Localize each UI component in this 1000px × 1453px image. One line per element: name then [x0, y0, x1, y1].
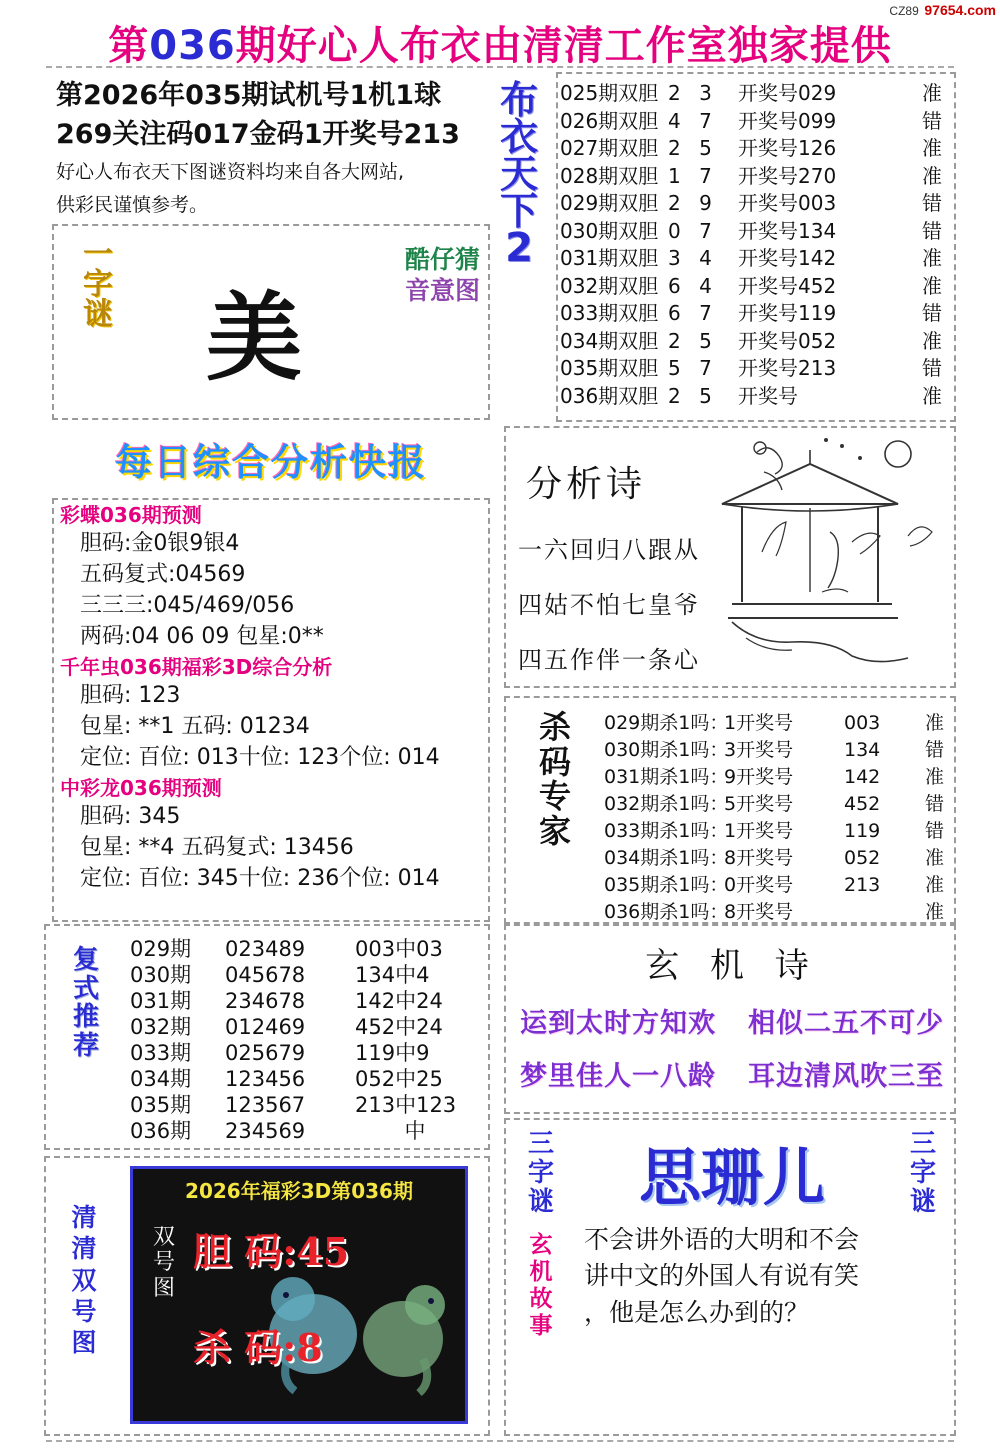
- result-status: 准: [922, 246, 942, 270]
- kill-number: 142: [844, 766, 881, 788]
- table-row: [560, 273, 956, 301]
- table-row: [130, 1066, 480, 1092]
- prediction-group3-title: 中彩龙036期预测: [60, 776, 222, 800]
- vtitle-char-0: 布: [499, 78, 538, 122]
- combination-label-1: 式: [72, 973, 99, 1004]
- three-char-riddle: [508, 1122, 956, 1432]
- analysis-poem-line-3: 四五作伴一条心: [518, 646, 700, 674]
- result-draw: 开奖号270: [738, 163, 837, 188]
- pavilion-illustration: [702, 432, 952, 682]
- kill-issue: 032期杀1吗：: [604, 793, 729, 815]
- combo-issue: 036期: [130, 1119, 192, 1143]
- table-row: [560, 300, 956, 328]
- result-pair: 3 4: [668, 246, 718, 270]
- result-issue: 033期双胆: [560, 301, 659, 325]
- analysis-poem-title: 分析诗: [526, 464, 647, 505]
- combination-rows: [130, 936, 480, 1144]
- table-row: [604, 737, 948, 764]
- left-label-0: 三: [527, 1129, 554, 1159]
- table-row: [604, 710, 948, 737]
- title-issue: 036: [149, 23, 236, 69]
- combo-hit: 052中25: [355, 1067, 443, 1091]
- riddle-label-1: 字: [83, 267, 113, 302]
- table-row: [130, 988, 480, 1014]
- table-row: [560, 80, 956, 108]
- prediction-g1-row-0: 胆码:金0银9银4: [80, 531, 240, 556]
- combo-issue: 031期: [130, 989, 192, 1013]
- kill-code-label-2: 专: [538, 777, 571, 816]
- result-status: 错: [922, 218, 942, 243]
- result-pair: 5 7: [668, 356, 718, 380]
- combo-issue: 033期: [130, 1041, 192, 1065]
- kill-number: 052: [844, 847, 881, 869]
- double-label-4: 图: [71, 1328, 97, 1357]
- result-pair: 1 7: [668, 163, 718, 188]
- prediction-g2-row-0: 胆码: 123: [80, 683, 181, 708]
- info-line-3b: 供彩民谨慎参考。: [56, 193, 209, 216]
- prediction-g3-row-1: 包星: **4 五码复式: 13456: [80, 835, 354, 860]
- combo-hit: 142中24: [355, 989, 443, 1013]
- result-pair: 4 7: [668, 108, 718, 133]
- title-rest: 期好心人布衣由清清工作室独家提供: [235, 23, 892, 69]
- kill-issue: 030期杀1吗：: [604, 739, 729, 761]
- combo-issue: 032期: [130, 1015, 192, 1039]
- result-pair: 6 4: [668, 273, 718, 298]
- kill-draw: 9开奖号: [724, 766, 794, 788]
- result-issue: 028期双胆: [560, 163, 659, 188]
- riddle-label-2: 谜: [83, 297, 113, 332]
- mystery-poem-1-right: 相似二五不可少: [748, 1008, 944, 1039]
- result-status: 错: [922, 301, 942, 325]
- info-block: [56, 76, 486, 219]
- result-status: 错: [922, 108, 942, 133]
- analysis-poem-line-1: 一六回归八跟从: [518, 536, 700, 564]
- kill-draw: 1开奖号: [724, 712, 794, 734]
- combo-codes: 234569: [225, 1119, 306, 1143]
- prediction-g1-row-1: 五码复式:04569: [80, 562, 246, 587]
- result-status: 准: [922, 163, 942, 188]
- combination-label-0: 复: [72, 945, 99, 975]
- result-draw: 开奖号029: [738, 81, 837, 105]
- combo-codes: 123456: [225, 1067, 306, 1091]
- result-issue: 031期双胆: [560, 246, 659, 270]
- result-pair: 2 3: [668, 81, 718, 105]
- daily-analysis-banner: 每日综合分析快报: [115, 441, 427, 484]
- story-line-1: 不会讲外语的大明和不会: [584, 1225, 860, 1254]
- combo-hit: 003中03: [355, 937, 443, 961]
- watermark-code: CZ89: [889, 4, 919, 18]
- kill-issue: 033期杀1吗：: [604, 820, 729, 842]
- double-number-vlabel: [143, 1225, 185, 1301]
- left-label-2: 谜: [527, 1187, 554, 1218]
- riddle-side-line-1: 酷仔猜: [404, 245, 480, 274]
- right-label-1: 字: [909, 1158, 936, 1189]
- combination-label: [60, 946, 112, 1060]
- prediction-group2-title: 千年虫036期福彩3D综合分析: [60, 655, 333, 679]
- story-label-2: 故: [529, 1286, 553, 1313]
- kill-code-label-0: 杀: [538, 708, 571, 746]
- combo-issue: 035期: [130, 1093, 192, 1117]
- combo-codes: 234678: [225, 989, 306, 1013]
- info-line-2: 269关注码017金码1开奖号213: [56, 119, 460, 151]
- kill-issue: 031期杀1吗：: [604, 766, 729, 788]
- analysis-poem-line-2: 四姑不怕七皇爷: [518, 591, 700, 619]
- riddle-character: 美: [206, 281, 302, 394]
- double-label-3: 号: [71, 1296, 97, 1326]
- result-issue: 034期双胆: [560, 328, 659, 353]
- double-label-2: 双: [71, 1265, 97, 1295]
- kill-draw: 8开奖号: [724, 901, 794, 923]
- combo-codes: 123567: [225, 1093, 306, 1117]
- table-row: [130, 962, 480, 988]
- combination-label-2: 推: [72, 1002, 99, 1033]
- double-number-label: [60, 1202, 108, 1358]
- kill-code-value: 杀 码:8: [193, 1325, 323, 1370]
- result-draw: 开奖号119: [738, 301, 837, 325]
- kill-status: 错: [924, 793, 944, 815]
- result-status: 错: [922, 356, 942, 380]
- table-row: [560, 383, 956, 411]
- prediction-g3-row-2: 定位: 百位: 345十位: 236个位: 014: [80, 866, 440, 891]
- combo-codes: 012469: [225, 1015, 306, 1039]
- kill-issue: 035期杀1吗：: [604, 874, 729, 896]
- prediction-g2-row-1: 包星: **1 五码: 01234: [80, 714, 310, 739]
- right-label-0: 三: [909, 1129, 936, 1159]
- mystery-poem: [508, 928, 956, 1110]
- kill-code-label-3: 家: [538, 811, 571, 850]
- vtitle-number: 2: [505, 225, 533, 272]
- result-status: 准: [922, 136, 942, 160]
- combo-hit: 452中24: [355, 1015, 443, 1039]
- kill-status: 错: [924, 739, 944, 761]
- table-row: [130, 1040, 480, 1066]
- combo-codes: 045678: [225, 963, 306, 987]
- prediction-group1-title: 彩蝶036期预测: [60, 503, 202, 527]
- kill-number: [844, 899, 902, 926]
- prediction-block: [58, 505, 488, 899]
- table-row: [560, 328, 956, 356]
- result-draw: 开奖号213: [738, 356, 837, 380]
- kill-draw: 8开奖号: [724, 847, 794, 869]
- result-draw: 开奖号134: [738, 218, 837, 243]
- story-line-3: ，他是怎么办到的？: [584, 1297, 810, 1327]
- right-label-2: 谜: [909, 1187, 936, 1218]
- three-char-answer: 思珊儿: [638, 1141, 825, 1214]
- left-label-1: 字: [527, 1158, 554, 1189]
- kill-draw: 0开奖号: [724, 874, 794, 896]
- results-list: [560, 80, 956, 410]
- combo-hit: 213中123: [355, 1093, 457, 1117]
- combo-issue: 030期: [130, 963, 192, 987]
- mystery-poem-2-left: 梦里佳人一八龄: [520, 1061, 716, 1092]
- prediction-g2-row-2: 定位: 百位: 013十位: 123个位: 014: [80, 745, 440, 770]
- table-row: [560, 355, 956, 383]
- table-row: [560, 108, 956, 136]
- combo-hit: 119中9: [355, 1041, 430, 1065]
- result-issue: 030期双胆: [560, 218, 659, 243]
- result-draw: 开奖号452: [738, 273, 837, 298]
- result-draw: 开奖号142: [738, 246, 837, 270]
- mystery-poem-line-1: [508, 1001, 956, 1040]
- result-draw: 开奖号003: [738, 191, 837, 215]
- info-line-1: 第2026年035期试机号1机1球: [56, 80, 442, 111]
- combination-label-3: 荐: [72, 1030, 99, 1061]
- table-row: [604, 791, 948, 818]
- double-vlabel-1: 号: [152, 1250, 175, 1276]
- mystery-poem-line-2: [508, 1054, 956, 1093]
- mystery-poem-title: 玄 机 诗: [645, 946, 819, 986]
- mystery-poem-1-left: 运到太时方知欢: [520, 1008, 716, 1039]
- kill-number: 119: [844, 820, 881, 842]
- kill-code-expert: [508, 700, 956, 922]
- kill-status: 准: [924, 901, 944, 923]
- dan-code-value: 胆 码:45: [193, 1229, 350, 1274]
- result-issue: 026期双胆: [560, 108, 659, 133]
- prediction-g1-row-2: 三三三:045/469/056: [80, 593, 295, 618]
- one-char-riddle: [56, 228, 486, 418]
- double-vlabel-2: 图: [152, 1275, 175, 1301]
- double-label-0: 清: [71, 1203, 97, 1232]
- table-row: [604, 899, 948, 926]
- analysis-poem: [508, 430, 956, 685]
- combo-hit: 134中4: [355, 963, 430, 987]
- kill-status: 准: [924, 874, 944, 896]
- prediction-g3-row-0: 胆码: 345: [80, 804, 181, 829]
- double-number-image: [130, 1166, 468, 1424]
- story-label-0: 玄: [529, 1232, 553, 1258]
- kill-issue: 036期杀1吗：: [604, 901, 729, 923]
- table-row: [560, 163, 956, 191]
- table-row: [604, 764, 948, 791]
- double-number-header: 2026年福彩3D第036期: [185, 1179, 413, 1203]
- story-line-2: 讲中文的外国人有说有笑: [584, 1261, 860, 1291]
- vtitle-char-3: 下: [499, 188, 538, 233]
- kill-status: 准: [924, 766, 944, 788]
- info-line-3a: 好心人布衣天下图谜资料均来自各大网站,: [56, 161, 405, 184]
- result-issue: 029期双胆: [560, 191, 659, 215]
- kill-number: 134: [844, 739, 881, 761]
- kill-code-rows: [604, 710, 948, 926]
- combo-issue: 034期: [130, 1067, 192, 1091]
- result-issue: 035期双胆: [560, 356, 659, 380]
- riddle-label: [62, 237, 134, 332]
- kill-status: 准: [924, 847, 944, 869]
- kill-code-label-1: 码: [538, 742, 571, 781]
- story-label-3: 事: [529, 1313, 553, 1340]
- kill-issue: 034期杀1吗：: [604, 847, 729, 869]
- riddle-side-text: [310, 244, 480, 307]
- result-status: 准: [922, 383, 942, 408]
- combo-codes: 025679: [225, 1041, 306, 1065]
- table-row: [130, 936, 480, 962]
- combination-recommend: [48, 928, 486, 1146]
- kill-status: 准: [924, 712, 944, 734]
- vertical-brand-title: [487, 78, 551, 272]
- double-vlabel-0: 双: [152, 1225, 175, 1250]
- table-row: [604, 845, 948, 872]
- mystery-poem-2-right: 耳边清风吹三至: [748, 1061, 944, 1092]
- combo-hit: 中: [404, 1119, 426, 1143]
- table-row: [560, 135, 956, 163]
- table-row: [604, 818, 948, 845]
- result-draw: 开奖号: [738, 383, 798, 408]
- table-row: [560, 218, 956, 246]
- mystery-story-label: [514, 1232, 568, 1341]
- three-char-label-left: [514, 1130, 568, 1217]
- kill-number: 452: [844, 793, 881, 815]
- table-row: [130, 1014, 480, 1040]
- table-row: [130, 1092, 480, 1118]
- riddle-label-0: 一: [83, 237, 113, 272]
- kill-draw: 1开奖号: [724, 820, 794, 842]
- result-status: 准: [922, 273, 942, 298]
- mystery-story-text: [584, 1222, 950, 1331]
- double-number-chart: [48, 1160, 486, 1432]
- result-issue: 036期双胆: [560, 383, 659, 408]
- combo-codes: 023489: [225, 937, 306, 961]
- page-title: [0, 14, 1000, 71]
- table-row: [130, 1118, 480, 1144]
- result-status: 准: [922, 81, 942, 105]
- divider-bottom: [46, 1440, 954, 1442]
- result-draw: 开奖号052: [738, 328, 837, 353]
- title-prefix: 第: [108, 23, 150, 69]
- riddle-side-line-2: 音意图: [404, 276, 480, 306]
- vtitle-char-2: 天: [499, 151, 538, 196]
- kill-issue: 029期杀1吗：: [604, 712, 729, 734]
- combo-issue: 029期: [130, 937, 192, 961]
- kill-number: 213: [844, 874, 881, 896]
- result-status: 准: [922, 328, 942, 353]
- kill-draw: 5开奖号: [724, 793, 794, 815]
- result-draw: 开奖号099: [738, 108, 837, 133]
- kill-status: 错: [924, 820, 944, 842]
- result-pair: 2 5: [668, 136, 718, 160]
- watermark-site: 97654.com: [924, 2, 996, 18]
- table-row: [604, 872, 948, 899]
- result-pair: 2 5: [668, 328, 718, 353]
- result-pair: 0 7: [668, 218, 718, 243]
- result-pair: 6 7: [668, 301, 718, 325]
- story-label-1: 机: [529, 1259, 553, 1286]
- result-pair: 2 9: [668, 191, 718, 215]
- double-label-1: 清: [71, 1234, 97, 1264]
- result-pair: 2 5: [668, 383, 718, 408]
- divider-top: [46, 66, 954, 68]
- kill-draw: 3开奖号: [724, 739, 794, 761]
- result-status: 错: [922, 191, 942, 215]
- three-char-label-right: [896, 1130, 950, 1217]
- result-issue: 032期双胆: [560, 273, 659, 298]
- result-issue: 027期双胆: [560, 136, 659, 160]
- vtitle-char-1: 衣: [499, 114, 538, 159]
- kill-code-label: [520, 710, 590, 848]
- table-row: [560, 245, 956, 273]
- prediction-g1-row-3: 两码:04 06 09 包星:0**: [80, 624, 324, 649]
- kill-number: 003: [844, 712, 881, 734]
- result-draw: 开奖号126: [738, 136, 837, 160]
- table-row: [560, 190, 956, 218]
- result-issue: 025期双胆: [560, 81, 659, 105]
